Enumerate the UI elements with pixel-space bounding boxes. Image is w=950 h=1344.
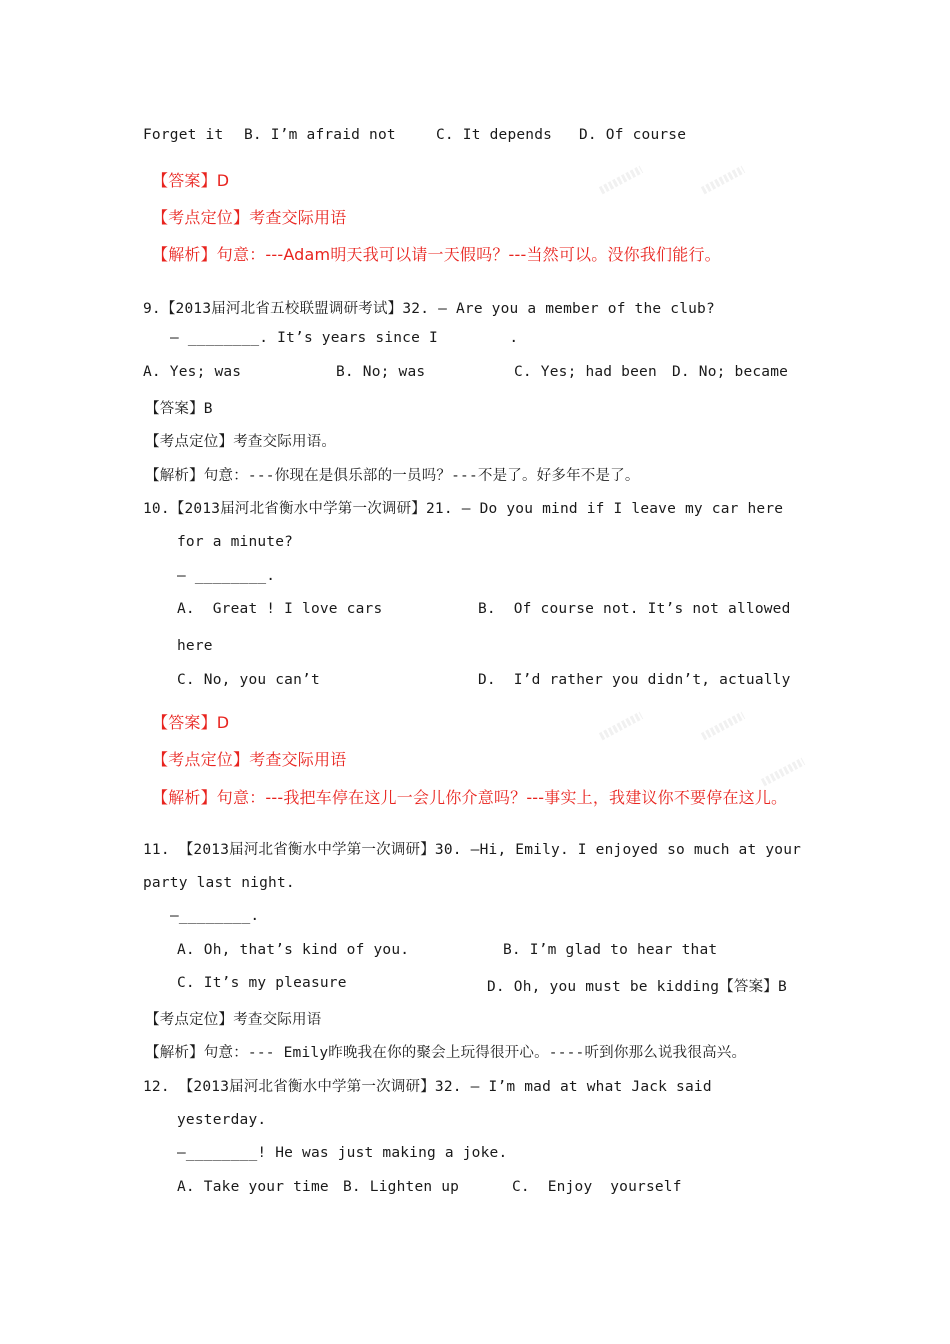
q10-option-d: D. I’d rather you didn’t, actually [478,672,791,688]
q12-blank: —________! He was just making a joke. [177,1145,508,1161]
q9-answer: 【答案】B [145,401,213,417]
q10-stem: 10.【2013届河北省衡水中学第一次调研】21. — Do you mind if I leave my car here [143,501,784,517]
q10-option-b-cont: here [177,638,213,654]
q10-option-a: A. Great ! I love cars [177,601,383,617]
watermark [599,166,643,195]
q12-option-c: C. Enjoy yourself [512,1179,682,1195]
q9-option-c: C. Yes; had been [514,364,657,380]
q11-option-d: D. Oh, you must be kidding【答案】B [487,979,787,995]
q11-blank: —________. [170,908,260,924]
q12-option-b: B. Lighten up [343,1179,460,1195]
q9-stem: 9.【2013届河北省五校联盟调研考试】32. — Are you a member of the club? [143,301,715,317]
q8-analysis: 【解析】句意：---Adam明天我可以请一天假吗？---当然可以。没你我们能行。 [152,245,721,264]
q11-stem: 11. 【2013届河北省衡水中学第一次调研】30. —Hi, Emily. I enjoyed so much at your [143,842,802,858]
q10-option-c: C. No, you can’t [177,672,320,688]
q9-point: 【考点定位】考查交际用语。 [145,434,337,450]
watermark [599,712,643,741]
q11-analysis: 【解析】句意：--- Emily昨晚我在你的聚会上玩得很开心。----听到你那么说我很高兴。 [145,1045,747,1061]
q11-option-a: A. Oh, that’s kind of you. [177,942,410,958]
q10-answer: 【答案】D [152,713,230,732]
q8-option-d: D. Of course [579,127,687,143]
q12-stem-2: yesterday. [177,1112,267,1128]
watermark [701,712,745,741]
q8-option-a: Forget it [143,127,224,143]
q8-answer: 【答案】D [152,171,230,190]
watermark [761,758,805,787]
q11-option-b: B. I’m glad to hear that [503,942,718,958]
q12-stem: 12. 【2013届河北省衡水中学第一次调研】32. — I’m mad at what Jack said [143,1079,712,1095]
q8-option-b: B. I’m afraid not [244,127,396,143]
q9-option-b: B. No; was [336,364,426,380]
watermark [701,166,745,195]
q12-option-a: A. Take your time [177,1179,329,1195]
q10-stem-2: for a minute? [177,534,294,550]
q10-option-b: B. Of course not. It’s not allowed [478,601,791,617]
q9-option-a: A. Yes; was [143,364,242,380]
q8-point: 【考点定位】考查交际用语 [152,208,347,227]
q9-option-d: D. No; became [672,364,789,380]
q9-analysis: 【解析】句意：---你现在是俱乐部的一员吗？---不是了。好多年不是了。 [145,468,640,484]
q11-stem-2: party last night. [143,875,295,891]
q11-point: 【考点定位】考查交际用语 [145,1012,322,1028]
q10-analysis: 【解析】句意：---我把车停在这儿一会儿你介意吗？---事实上，我建议你不要停在这儿。 [152,788,788,807]
q8-option-c: C. It depends [436,127,553,143]
q10-point: 【考点定位】考查交际用语 [152,750,347,769]
q9-line2: — ________. It’s years since I . [170,330,519,346]
q11-option-c: C. It’s my pleasure [177,975,347,991]
q10-blank: — ________. [177,568,276,584]
